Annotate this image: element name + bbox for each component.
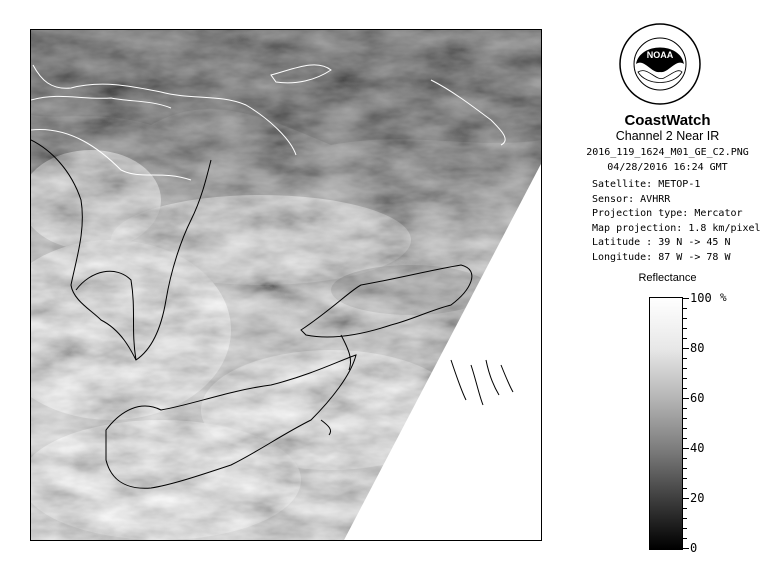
colorbar-tick	[683, 438, 687, 439]
colorbar-tick	[683, 418, 687, 419]
colorbar-tick	[683, 528, 687, 529]
colorbar-title: Reflectance	[638, 272, 697, 284]
colorbar-tick	[683, 488, 687, 489]
colorbar-tick	[683, 468, 687, 469]
colorbar-tick	[683, 428, 687, 429]
colorbar-tick	[683, 338, 687, 339]
colorbar-tick-label: 20	[690, 491, 705, 505]
latitude-label: Latitude : 39 N -> 45 N	[592, 237, 731, 248]
colorbar-tick	[683, 308, 687, 309]
colorbar-unit: %	[720, 291, 727, 304]
colorbar-tick	[683, 348, 689, 349]
channel-label: Channel 2 Near IR	[615, 129, 720, 143]
brand-title: CoastWatch	[624, 112, 711, 129]
colorbar-tick-label: 40	[690, 441, 705, 455]
filename-label: 2016_119_1624_M01_GE_C2.PNG	[586, 147, 749, 158]
colorbar-tick	[683, 368, 687, 369]
map-projection-label: Map projection: 1.8 km/pixel	[592, 223, 761, 234]
noaa-logo-text: NOAA	[646, 50, 674, 60]
colorbar-tick	[683, 388, 687, 389]
colorbar-tick	[683, 328, 687, 329]
satellite-label: Satellite: METOP-1	[592, 179, 701, 190]
colorbar-tick	[683, 548, 689, 549]
colorbar-tick	[683, 508, 687, 509]
colorbar-tick	[683, 448, 689, 449]
colorbar-tick-label: 100	[690, 291, 712, 305]
colorbar-tick	[683, 518, 687, 519]
colorbar-tick	[683, 498, 689, 499]
colorbar-tick	[683, 358, 687, 359]
noaa-logo	[618, 22, 702, 106]
satellite-image	[30, 29, 542, 541]
colorbar-tick	[683, 318, 687, 319]
map-svg	[31, 30, 542, 541]
colorbar-tick-label: 80	[690, 341, 705, 355]
colorbar-tick	[683, 478, 687, 479]
colorbar	[649, 297, 683, 550]
colorbar-tick	[683, 538, 687, 539]
colorbar-tick	[683, 378, 687, 379]
colorbar-tick	[683, 298, 689, 299]
datetime-label: 04/28/2016 16:24 GMT	[607, 162, 728, 173]
sensor-label: Sensor: AVHRR	[592, 194, 671, 205]
colorbar-tick-label: 60	[690, 391, 705, 405]
colorbar-tick-label: 0	[690, 541, 698, 555]
colorbar-tick	[683, 408, 687, 409]
projection-type-label: Projection type: Mercator	[592, 208, 743, 219]
longitude-label: Longitude: 87 W -> 78 W	[592, 252, 731, 263]
colorbar-tick	[683, 398, 689, 399]
colorbar-tick	[683, 458, 687, 459]
